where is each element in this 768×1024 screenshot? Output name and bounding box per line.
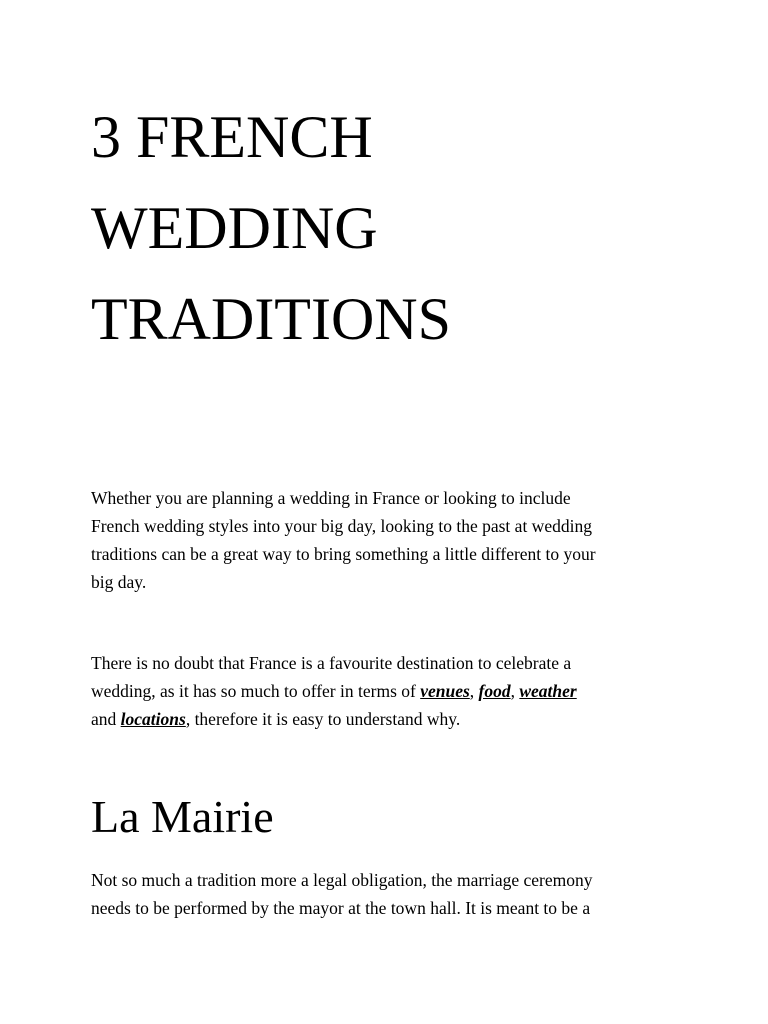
title-line: TRADITIONS	[91, 286, 451, 352]
title-line: WEDDING	[91, 195, 378, 261]
section-heading: La Mairie	[91, 791, 274, 842]
document-title	[91, 92, 691, 365]
intro-paragraph	[91, 484, 691, 596]
locations-link[interactable]: locations	[120, 709, 186, 729]
title-line: 3 FRENCH	[91, 104, 373, 170]
weather-link[interactable]: weather	[519, 681, 577, 701]
text-line: French wedding styles into your big day, looking to the past at wedding	[91, 516, 592, 536]
text-line	[91, 705, 691, 733]
text-line: big day.	[91, 572, 147, 592]
text-line: There is no doubt that France is a favourite destination to celebrate a	[91, 653, 572, 673]
separator: ,	[510, 681, 520, 701]
text-line: Whether you are planning a wedding in France or looking to include	[91, 488, 571, 508]
text-segment: , therefore it is easy to understand why.	[185, 709, 461, 729]
venues-link[interactable]: venues	[420, 681, 470, 701]
text-line: Not so much a tradition more a legal obligation, the marriage ceremony	[91, 870, 593, 890]
text-line	[91, 677, 691, 705]
text-segment: and	[91, 709, 121, 729]
destination-paragraph	[91, 649, 691, 733]
food-link[interactable]: food	[478, 681, 511, 701]
mairie-paragraph	[91, 866, 691, 922]
text-line: traditions can be a great way to bring something a little different to your	[91, 544, 596, 564]
text-line: needs to be performed by the mayor at the town hall. It is meant to be a	[91, 898, 591, 918]
separator: ,	[469, 681, 479, 701]
text-segment: wedding, as it has so much to offer in terms of	[91, 681, 421, 701]
